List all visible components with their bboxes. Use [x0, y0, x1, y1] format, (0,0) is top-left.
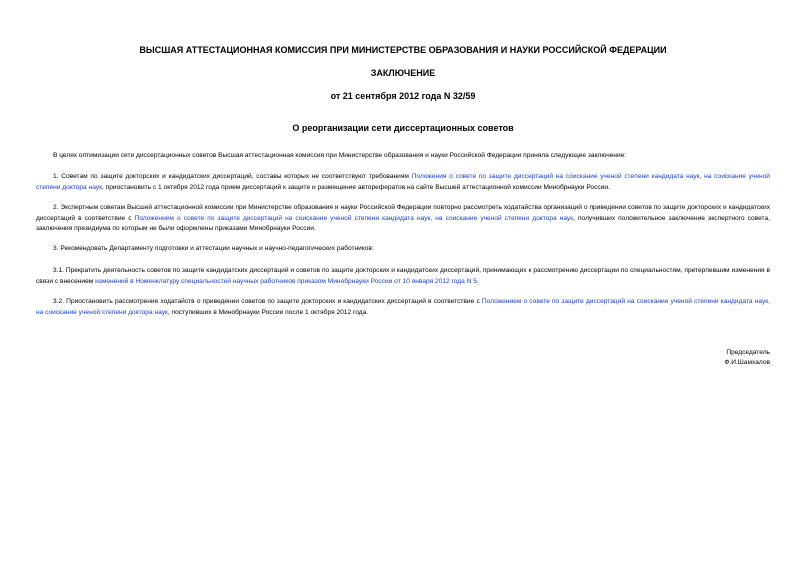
paragraph-3-1 — [36, 266, 770, 287]
intro-paragraph: В целях оптимизации сети диссертационных советов Высшая аттестационная комиссия при Министерстве образования и науки Российской Федерации приняла следующее заключение: — [53, 152, 627, 159]
regulation-link[interactable]: Положения о совете по защите диссертаций на соискание ученой степени кандидата наук, на соискание ученой степени доктора наук — [36, 173, 770, 191]
paragraph-3: 3. Рекомендовать Департаменту подготовки и аттестации научных и научно-педагогических работников: — [53, 245, 374, 252]
regulation-link[interactable]: Положением о совете по защите диссертаций на соискание ученой степени кандидата наук, на соискание ученой степени доктора наук — [36, 298, 770, 316]
paragraph-1-text-b: , приостановить с 1 октября 2012 года прием диссертаций к защите и размещение авторефератов на сайте Высшей аттестационной комиссии Минобрнауки России. — [101, 183, 610, 191]
document-date-number: от 21 сентября 2012 года N 32/59 — [330, 91, 476, 101]
issuing-authority: ВЫСШАЯ АТТЕСТАЦИОННАЯ КОМИССИЯ ПРИ МИНИСТЕРСТВЕ ОБРАЗОВАНИЯ И НАУКИ РОССИЙСКОЙ ФЕДЕРАЦИИ — [139, 45, 667, 55]
paragraph-1 — [36, 172, 770, 193]
document-subject: О реорганизации сети диссертационных советов — [292, 123, 514, 133]
nomenclature-amendment-link[interactable]: изменений в Номенклатуру специальностей научных работников приказом Минобрнауки России от 10 января 2012 года N 5 — [95, 277, 477, 285]
paragraph-2 — [36, 203, 770, 235]
signatory-title: Председатель — [726, 349, 770, 356]
paragraph-2-text-a: 2. Экспертным советам Высшей аттестационной комиссии при Министерстве образования и науки Российской Федерации повторно рассмотреть ходатайства организаций о приведении советов по защите докторских и кандидатских диссертаций в соответствие с — [36, 204, 770, 222]
paragraph-3-2-text-a: 3.2. Приостановить рассмотрение ходатайств о приведении советов по защите докторских и кандидатских диссертаций в соответствие с — [53, 298, 482, 305]
paragraph-1-text-a: 1. Советам по защите докторских и кандидатских диссертаций, составы которых не соответствуют требованиям — [53, 173, 412, 180]
document-type: ЗАКЛЮЧЕНИЕ — [370, 68, 436, 78]
signatory-name: Ф.И.Шамхалов — [724, 359, 770, 366]
regulation-link[interactable]: Положением о совете по защите диссертаций на соискание ученой степени кандидата наук, на соискание ученой степени доктора наук — [134, 214, 574, 222]
paragraph-3-1-text-a: 3.1. Прекратить деятельность советов по защите кандидатских диссертаций и советов по защите докторских и кандидатских диссертаций, принимающих к рассмотрению диссертации по специальностям, претерпевшим изменения в связи с внесением — [36, 267, 770, 285]
document-page — [36, 0, 770, 571]
paragraph-3-2-text-b: , поступивших в Минобрнауки России после 1 октября 2012 года. — [167, 308, 369, 316]
paragraph-3-2 — [36, 297, 770, 318]
paragraph-2-text-b: , получивших положительное заключение экспертного совета, заключения президиума по которым не были оформлены приказами Минобрнауки России. — [36, 214, 770, 232]
paragraph-3-1-text-b: . — [476, 277, 479, 285]
